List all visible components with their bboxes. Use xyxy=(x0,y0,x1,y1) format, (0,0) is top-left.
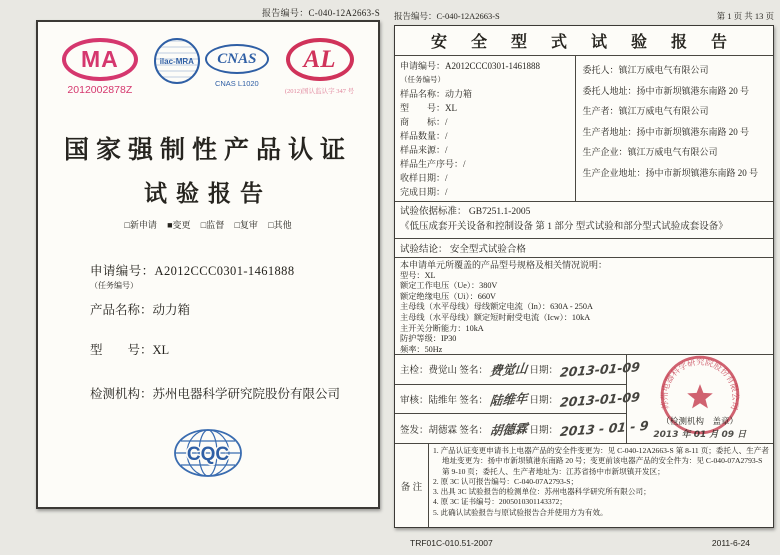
accreditation-logos xyxy=(154,38,269,88)
remark-3: 3. 出具 3C 试验报告的检测单位：苏州电器科学研究所有限公司； xyxy=(433,487,651,497)
cover-fields xyxy=(90,261,378,402)
product-name-value: 动力箱 xyxy=(152,303,191,317)
model-field xyxy=(90,340,378,358)
sample-model: 型 号：XL xyxy=(400,103,457,113)
manufacturer-address: 生产企业地址：扬中市新坝镇港东南路 20 号 xyxy=(582,167,758,178)
issuer-signature-label: 签名： xyxy=(459,425,488,436)
stamp-company-text: 苏州电器科学研究院股份有限公司 xyxy=(659,357,740,411)
remarks-body xyxy=(429,444,773,527)
remark-4: 4. 原 3C 证书编号：2005010301143372； xyxy=(433,497,567,507)
spec-rated-insulation-voltage: 额定绝缘电压（Ui）：660V xyxy=(400,291,496,301)
test-lab-value: 苏州电器科学研究院股份有限公司 xyxy=(152,387,341,401)
al-mark-icon: AL xyxy=(286,38,354,81)
left-page xyxy=(36,20,380,509)
spec-protection-degree: 防护等级：IP30 xyxy=(400,334,457,344)
test-standard-name: 《低压成套开关设备和控制设备 第 1 部分 型式试验和部分型式试验成套设备》 xyxy=(400,222,728,232)
footer-date: 2011-6-24 xyxy=(711,538,750,548)
cover-title-line2: 试验报告 xyxy=(144,181,272,206)
spec-breaking-capacity: 主开关分断能力：10kA xyxy=(400,323,484,333)
sample-task-no: （任务编号） xyxy=(400,75,445,84)
reviewer-name: 陆维年 xyxy=(428,396,458,406)
test-standard-section xyxy=(395,202,773,239)
remark-2: 2. 原 3C 认可报告编号：C-040-07A2793-S； xyxy=(433,476,579,486)
reviewer-row xyxy=(395,385,641,415)
checkbox-change: ■变更 xyxy=(167,220,191,230)
al-logo xyxy=(285,38,354,95)
model-value: XL xyxy=(152,343,170,357)
sample-source: 样品来源：/ xyxy=(400,145,448,155)
reviewer-signature-label: 签名： xyxy=(459,396,488,406)
reviewer-signature-handwriting: 陆维年 xyxy=(489,390,529,409)
issuer-label: 签发： xyxy=(400,425,429,436)
product-name-label: 产品名称： xyxy=(90,303,153,317)
sample-quantity: 样品数量：/ xyxy=(400,131,448,141)
checkbox-new-application: □新申请 xyxy=(124,220,157,230)
signature-rows xyxy=(395,355,650,443)
form-number: TRF01C-010.51-2007 xyxy=(410,538,493,548)
right-report-number: 报告编号：C-040-12A2663-S xyxy=(394,11,500,21)
producer-name: 生产者：镇江万威电气有限公司 xyxy=(582,106,709,116)
stamp-caption: （检测机构 盖章） xyxy=(661,416,739,426)
spec-rated-working-voltage: 额定工作电压（Ue）：380V xyxy=(400,281,498,291)
sample-receive-date: 收样日期：/ xyxy=(400,173,448,183)
stamp-cell xyxy=(626,355,773,443)
spec-model: 型号：XL xyxy=(400,270,436,280)
task-number-field xyxy=(90,280,378,291)
remarks-label: 备 注 xyxy=(395,444,429,527)
cnas-mark-icon: CNAS xyxy=(205,44,269,74)
test-conclusion: 试验结论： 安全型式试验合格 xyxy=(395,239,773,258)
issuer-name: 胡德霖 xyxy=(428,425,458,436)
al-number: (2012)国认监认字 347 号 xyxy=(284,88,355,95)
application-number-value: A2012CCC0301-1461888 xyxy=(154,264,295,278)
cma-number: 2012002878Z xyxy=(67,84,133,96)
stamp-star-icon xyxy=(687,384,713,408)
task-number-label: （任务编号） xyxy=(90,281,138,290)
left-report-number: 报告编号：C-040-12A2663-S xyxy=(262,8,380,18)
cqc-logo xyxy=(38,426,378,485)
issuer-row xyxy=(395,414,650,443)
test-standard-number: 试验依据标准： GB7251.1-2005 xyxy=(400,207,531,217)
remark-1: 1. 产品认证变更申请书上电器产品的安全件变更为：见 C-040-12A2663-S 第 8-11 页；委托人、生产者地址变更为：扬中市新坝镇港东南路 20 号；变更前该电器产品的安全件为：见 C-040-07A2793-S 第 9-10 页；委托人、生产者地址为：江苏省扬中市新坝镇开发区； xyxy=(433,446,769,476)
sample-complete-date: 完成日期：/ xyxy=(400,187,448,197)
cqc-globe-icon xyxy=(170,426,246,480)
sample-application-no: 申请编号：A2012CCC0301-1461888 xyxy=(400,61,541,71)
test-lab-label: 检测机构： xyxy=(90,387,153,401)
sample-info-left xyxy=(395,56,576,201)
issuer-date-label: 日期： xyxy=(529,425,558,436)
chief-signature-label: 签名： xyxy=(459,366,488,377)
checkbox-supervision: □监督 xyxy=(200,220,225,230)
reviewer-date-label: 日期： xyxy=(529,396,558,406)
cqc-text: CQC xyxy=(186,444,230,465)
spec-busbar-rated-current: 主母线（水平母线）母线额定电流（In）：630A - 250A xyxy=(400,302,593,312)
remark-5: 5. 此确认试验报告与原试验报告合并使用方为有效。 xyxy=(433,507,608,517)
certification-logos xyxy=(38,38,378,96)
chief-signature-handwriting: 费觉山 xyxy=(489,360,529,379)
application-number-label: 申请编号： xyxy=(90,264,155,278)
checkbox-review: □复审 xyxy=(234,220,258,230)
producer-address: 生产者地址：扬中市新坝镇港东南路 20 号 xyxy=(582,126,749,137)
test-lab-field xyxy=(90,384,378,402)
coverage-section xyxy=(395,258,773,355)
issuer-signature-handwriting: 胡德霖 xyxy=(489,420,529,439)
cnas-logo xyxy=(205,38,269,88)
application-type-checkboxes xyxy=(38,218,378,231)
application-number-field xyxy=(90,261,378,279)
chief-date-label: 日期： xyxy=(529,366,558,377)
spec-frequency: 频率：50Hz xyxy=(400,344,443,354)
right-page xyxy=(394,25,774,528)
manufacturer-name: 生产企业：镇江万威电气有限公司 xyxy=(582,147,718,157)
cnas-number: CNAS L1020 xyxy=(214,79,259,88)
sample-info-right xyxy=(576,56,773,201)
coverage-title: 本申请单元所覆盖的产品型号规格及相关情况说明： xyxy=(400,260,608,270)
cma-logo xyxy=(62,38,138,96)
signature-section xyxy=(395,355,773,444)
checkbox-other: □其他 xyxy=(268,220,292,230)
client-address: 委托人地址：扬中市新坝镇港东南路 20 号 xyxy=(582,85,749,96)
chief-inspector-label: 主检： xyxy=(400,366,429,377)
sample-name: 样品名称：动力箱 xyxy=(400,89,473,99)
client-name: 委托人：镇江万威电气有限公司 xyxy=(582,65,709,75)
sample-info-section xyxy=(395,56,773,202)
chief-date-value: 2013-01-09 xyxy=(559,358,641,380)
chief-inspector-name: 费觉山 xyxy=(428,366,458,377)
reviewer-label: 审核： xyxy=(400,396,429,406)
model-label: 型 号： xyxy=(90,343,153,357)
chief-inspector-row xyxy=(395,355,641,385)
sample-serial: 样品生产序号：/ xyxy=(400,159,466,169)
report-title: 安 全 型 式 试 验 报 告 xyxy=(395,26,773,56)
ilac-mra-icon: ilac-MRA xyxy=(154,38,200,84)
stamp-date: 2013 年 01 月 09 日 xyxy=(653,430,747,440)
spec-short-time-current: 主母线（水平母线）额定短时耐受电流（Icw）：10kA xyxy=(400,312,591,322)
reviewer-date-value: 2013-01-09 xyxy=(559,388,641,410)
right-page-header xyxy=(394,10,774,22)
sample-trademark: 商 标：/ xyxy=(400,117,448,127)
cma-mark-icon: MA xyxy=(62,38,138,81)
remarks-section xyxy=(395,444,773,527)
product-name-field xyxy=(90,300,378,318)
page-count: 第 1 页 共 13 页 xyxy=(716,11,774,21)
issuer-date-value: 2013 - 01 - 9 xyxy=(559,418,650,440)
cover-title-line1: 国家强制性产品认证 xyxy=(63,137,352,164)
